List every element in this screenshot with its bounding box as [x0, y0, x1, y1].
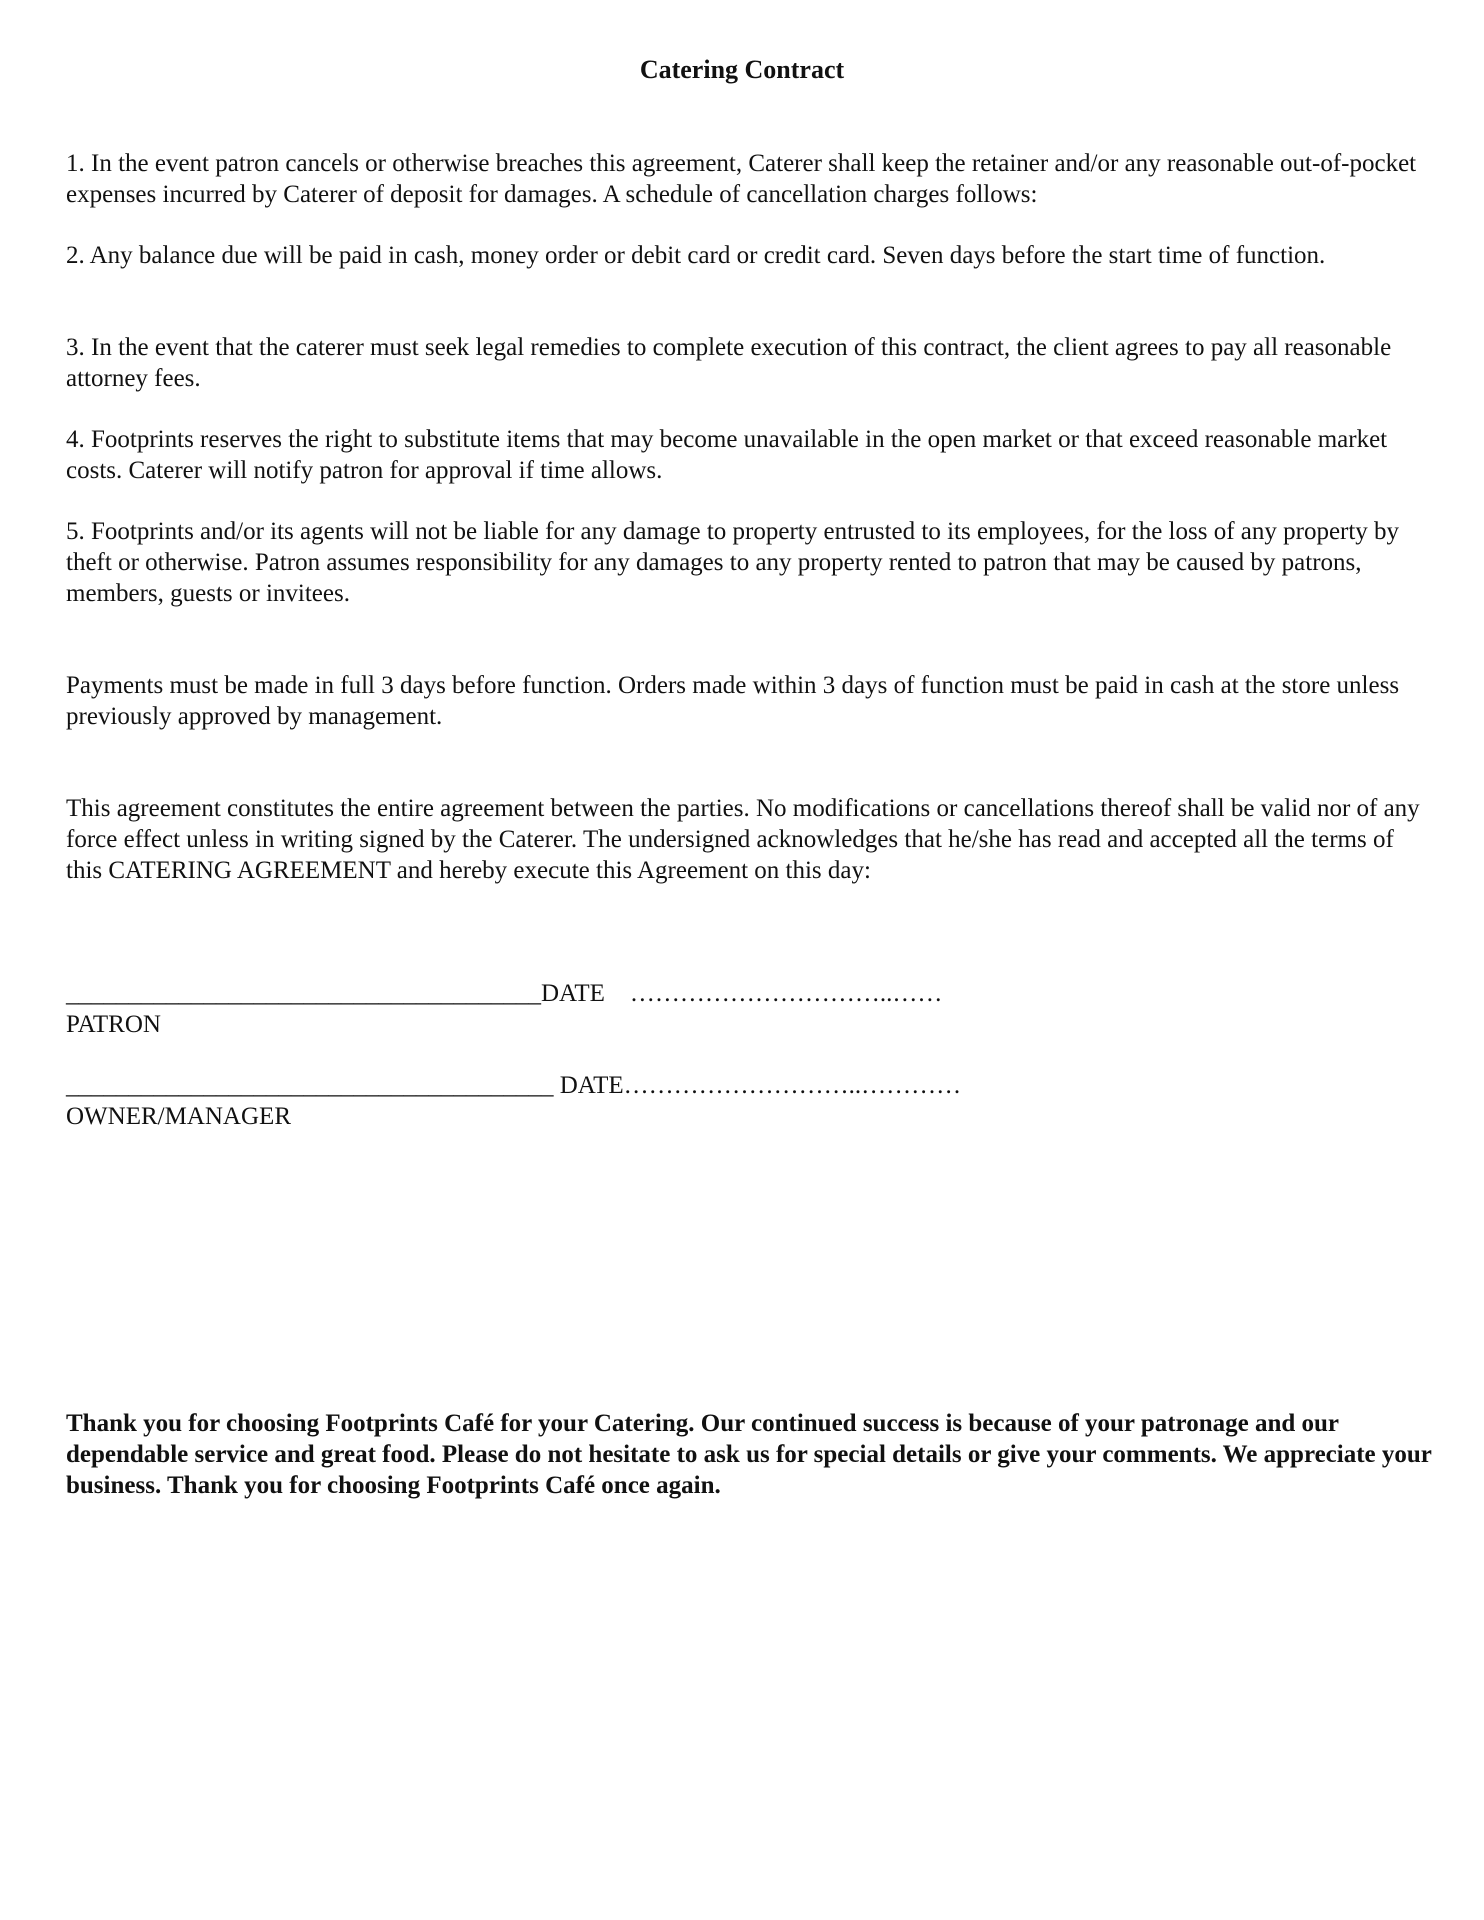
clause-3: 3. In the event that the caterer must seek legal remedies to complete execution of this contract, the client agrees to pay all reasonable attorney fees. [66, 334, 1392, 392]
clause-2: 2. Any balance due will be paid in cash, money order or debit card or credit card. Seven days before the start time of function. [66, 242, 1326, 269]
clause-1: 1. In the event patron cancels or otherwise breaches this agreement, Caterer shall keep the retainer and/or any reasonable out-of-pocket expenses incurred by Caterer of deposit for damages. A schedule of cancellation charges follows: [66, 150, 1417, 208]
owner-manager-label: OWNER/MANAGER [66, 1103, 291, 1130]
patron-label: PATRON [66, 1011, 161, 1038]
page-title: Catering Contract [639, 55, 845, 84]
thank-you-note: Thank you for choosing Footprints Café for your Catering. Our continued success is because of your patronage and our dependable service and great food. Please do not hesitate to ask us for special details or give your comments. We appreciate your business. Thank you for choosing Footprints Café once again. [66, 1410, 1432, 1499]
payments-paragraph: Payments must be made in full 3 days before function. Orders made within 3 days of function must be paid in cash at the store unless previously approved by management. [66, 672, 1400, 730]
clause-4: 4. Footprints reserves the right to substitute items that may become unavailable in the open market or that exceed reasonable market costs. Caterer will notify patron for approval if time allows. [66, 426, 1388, 484]
owner-signature-line: _______________________________________ DATE………………………..………… [66, 1072, 962, 1099]
agreement-paragraph: This agreement constitutes the entire agreement between the parties. No modifications or cancellations thereof shall be valid nor of any force effect unless in writing signed by the Caterer. The undersigned acknowledges that he/she has read and accepted all the terms of this CATERING AGREEMENT and hereby execute this Agreement on this day: [66, 795, 1420, 884]
clause-5: 5. Footprints and/or its agents will not be liable for any damage to property entrusted to its employees, for the loss of any property by theft or otherwise. Patron assumes responsibility for any damages to any property rented to patron that may be caused by patrons, members, guests or invitees. [66, 518, 1400, 607]
patron-signature-line: ______________________________________DATE …………………………..…… [66, 980, 943, 1007]
